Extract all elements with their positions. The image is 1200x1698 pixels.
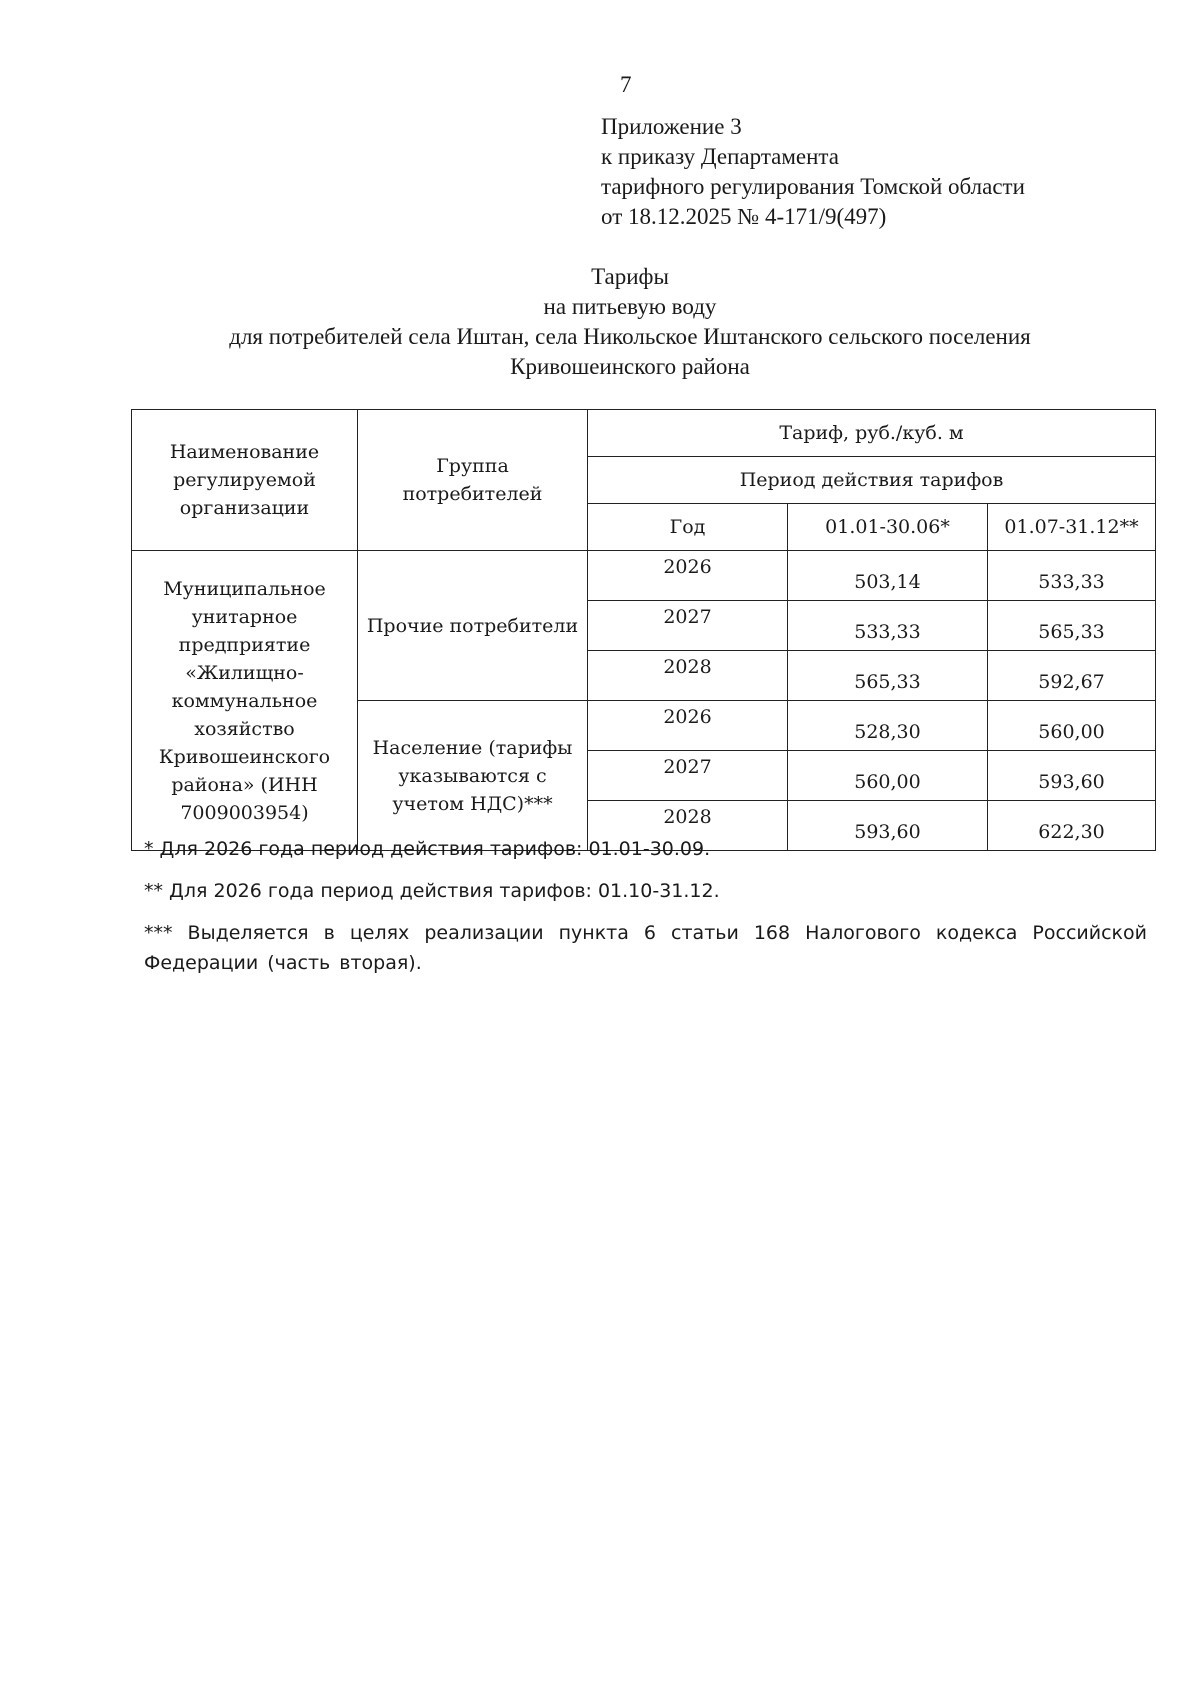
organization-cell: Муниципальное унитарное предприятие «Жилищно-коммунальное хозяйство Кривошеинского района» (ИНН 7009003954) (132, 551, 358, 851)
consumer-group-cell: Прочие потребители (358, 551, 588, 701)
tariff-value-cell: 592,67 (988, 651, 1156, 701)
title-line: для потребителей села Иштан, села Никольское Иштанского сельского поселения (229, 324, 1031, 349)
footnote: *** Выделяется в целях реализации пункта 6 статьи 168 Налогового кодекса Российской Федерации (часть вторая). (144, 922, 1147, 974)
tariff-value-cell: 533,33 (988, 551, 1156, 601)
tariff-value-cell: 593,60 (788, 801, 988, 851)
table-row (132, 551, 1156, 601)
period1-header: 01.01-30.06* (788, 504, 988, 551)
tariff-value-cell: 622,30 (988, 801, 1156, 851)
tariff-value-cell: 560,00 (788, 751, 988, 801)
page-number: 7 (620, 72, 632, 97)
org-header-cell: Наименование регулируемой организации (132, 410, 358, 551)
year-cell: 2026 (588, 701, 788, 751)
annex-reference (601, 112, 1025, 232)
tariff-value-cell: 528,30 (788, 701, 988, 751)
tariff-value-cell: 503,14 (788, 551, 988, 601)
year-cell: 2028 (588, 801, 788, 851)
footnotes (144, 834, 1147, 990)
year-cell: 2027 (588, 601, 788, 651)
title-line: Кривошеинского района (510, 354, 750, 379)
year-cell: 2028 (588, 651, 788, 701)
document-title (130, 262, 1130, 382)
footnote: ** Для 2026 года период действия тарифов: 01.10-31.12. (144, 880, 720, 902)
annex-line: от 18.12.2025 № 4-171/9(497) (601, 204, 887, 229)
year-cell: 2027 (588, 751, 788, 801)
title-line: на питьевую воду (543, 294, 717, 319)
period2-header: 01.07-31.12** (988, 504, 1156, 551)
group-header-cell: Группа потребителей (358, 410, 588, 551)
tariff-value-cell: 565,33 (788, 651, 988, 701)
tariff-value-cell: 593,60 (988, 751, 1156, 801)
annex-line: тарифного регулирования Томской области (601, 174, 1025, 199)
tariff-value-cell: 560,00 (988, 701, 1156, 751)
period-header: Период действия тарифов (588, 457, 1156, 504)
year-header: Год (588, 504, 788, 551)
consumer-group-cell: Население (тарифы указываются с учетом НДС)*** (358, 701, 588, 851)
annex-line: к приказу Департамента (601, 144, 839, 169)
tariff-value-cell: 533,33 (788, 601, 988, 651)
tariff-table (131, 409, 1156, 851)
table-header-row (132, 410, 1156, 457)
tariff-unit-header: Тариф, руб./куб. м (588, 410, 1156, 457)
year-cell: 2026 (588, 551, 788, 601)
footnote: * Для 2026 года период действия тарифов: 01.01-30.09. (144, 838, 711, 860)
tariff-value-cell: 565,33 (988, 601, 1156, 651)
title-line: Тарифы (591, 264, 669, 289)
annex-line: Приложение 3 (601, 114, 742, 139)
